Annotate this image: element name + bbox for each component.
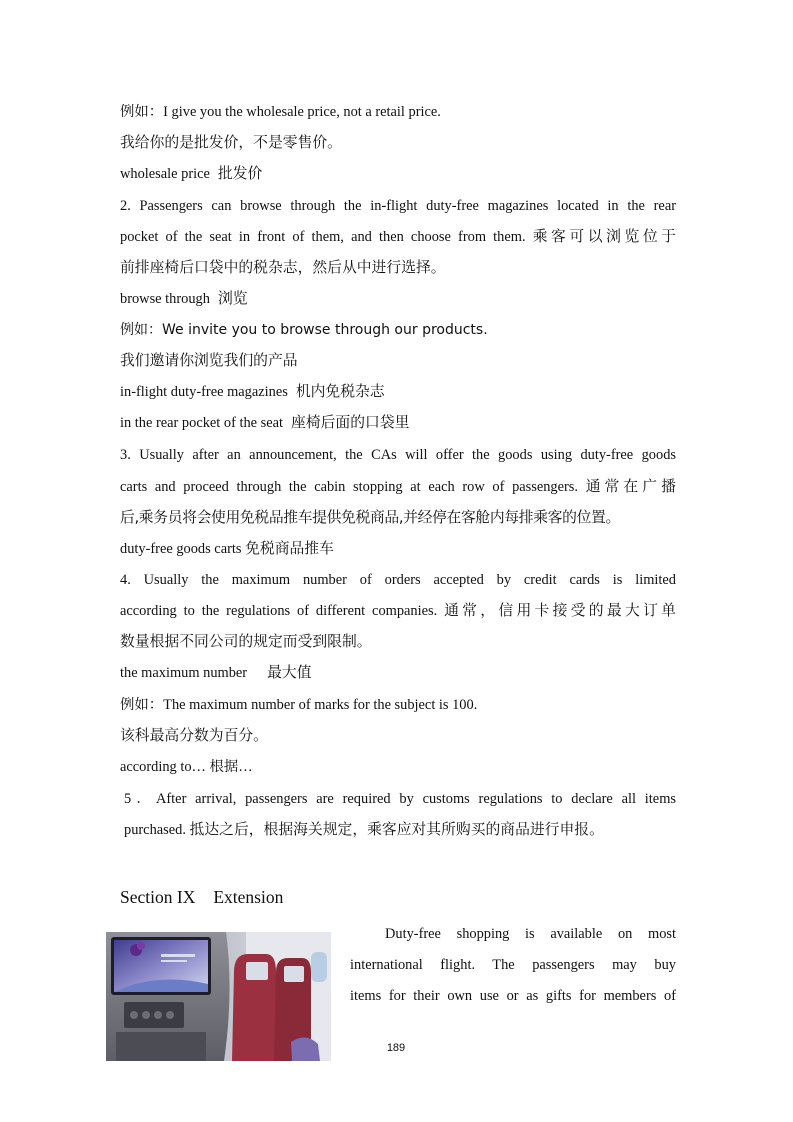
- point-3-line-1: 3. Usually after an announcement, the CAs will offer the goods using duty-free goods: [120, 447, 676, 463]
- section-label: Section IX: [120, 887, 196, 907]
- vocab-according-to: according to… 根据…: [120, 759, 253, 775]
- example-translation: 我给你的是批发价，不是零售价。: [120, 134, 342, 151]
- point-4-line-1: 4. Usually the maximum number of orders accepted by credit cards is limited: [120, 572, 676, 588]
- page-number: 189: [386, 1042, 406, 1054]
- point-3-line-2: carts and proceed through the cabin stopping at each row of passengers. 通常在广播: [120, 478, 676, 495]
- example-sentence: 例如：We invite you to browse through our products.: [120, 322, 488, 338]
- section-heading: [120, 885, 283, 909]
- point-4-line-3: 数量根据不同公司的规定而受到限制。: [120, 633, 372, 650]
- example-sentence: 例如：I give you the wholesale price, not a retail price.: [120, 104, 441, 120]
- point-2-line-2: pocket of the seat in front of them, and then choose from them. 乘客可以浏览位于: [120, 228, 676, 245]
- vocab-wholesale-price: wholesale price 批发价: [120, 165, 263, 182]
- point-2-line-1: 2. Passengers can browse through the in-flight duty-free magazines located in the rear: [120, 198, 676, 214]
- section-title: Extension: [213, 887, 284, 907]
- example-translation: 我们邀请你浏览我们的产品: [120, 352, 298, 369]
- vocab-browse-through: browse through 浏览: [120, 290, 248, 307]
- extension-line-2: international flight. The passengers may buy: [350, 957, 676, 973]
- cabin-seatback-photo: [106, 932, 331, 1061]
- vocab-maximum-number: the maximum number 最大值: [120, 664, 312, 681]
- example-translation: 该科最高分数为百分。: [120, 727, 268, 744]
- extension-line-3: items for their own use or as gifts for members of: [350, 988, 676, 1004]
- vocab-in-flight-magazines: in-flight duty-free magazines 机内免税杂志: [120, 383, 385, 400]
- example-sentence: 例如：The maximum number of marks for the subject is 100.: [120, 697, 478, 713]
- point-5-line-1: 5．After arrival, passengers are required by customs regulations to declare all items: [124, 791, 676, 807]
- point-2-line-3: 前排座椅后口袋中的税杂志，然后从中进行选择。: [120, 259, 446, 276]
- vocab-duty-free-carts: duty-free goods carts 免税商品推车: [120, 540, 334, 557]
- point-5-line-2: purchased. 抵达之后，根据海关规定，乘客应对其所购买的商品进行申报。: [124, 821, 604, 838]
- point-3-line-3: 后,乘务员将会使用免税品推车提供免税商品,并经停在客舱内每排乘客的位置。: [120, 509, 620, 526]
- vocab-rear-pocket: in the rear pocket of the seat 座椅后面的口袋里: [120, 414, 410, 431]
- point-4-line-2: according to the regulations of different companies. 通常，信用卡接受的最大订单: [120, 602, 676, 619]
- extension-line-1: Duty-free shopping is available on most: [385, 926, 676, 942]
